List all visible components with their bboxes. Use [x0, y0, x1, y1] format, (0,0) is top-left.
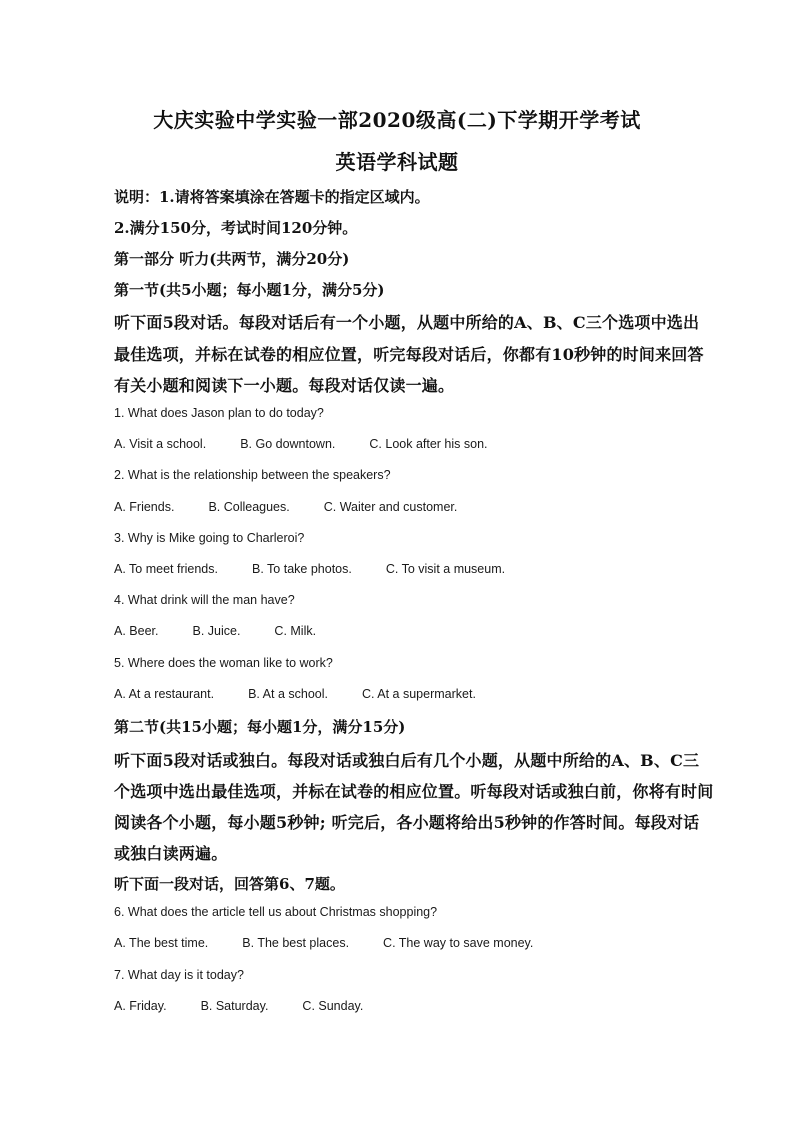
- section1-instruction-line: 有关小题和阅读下一小题。每段对话仅读一遍。: [114, 376, 455, 395]
- option-c: C. Sunday.: [302, 999, 364, 1013]
- option-b: B. Saturday.: [200, 999, 269, 1013]
- question-options: [114, 687, 704, 701]
- dialogue-group-label: 听下面一段对话，回答第6、7题。: [114, 875, 345, 893]
- question-stem: 4. What drink will the man have?: [114, 593, 295, 607]
- section1-instruction-line: 最佳选项，并标在试卷的相应位置，听完每段对话后，你都有10秒钟的时间来回答: [114, 345, 704, 364]
- part1-heading: 第一部分 听力(共两节，满分20分): [114, 250, 350, 268]
- option-c: C. The way to save money.: [383, 936, 534, 950]
- option-b: B. Colleagues.: [208, 500, 290, 514]
- question-options: [114, 624, 704, 638]
- question-stem: 2. What is the relationship between the speakers?: [114, 468, 391, 482]
- section1-heading: 第一节(共5小题；每小题1分，满分5分): [114, 281, 385, 299]
- question-stem: 7. What day is it today?: [114, 968, 244, 982]
- question-stem: 1. What does Jason plan to do today?: [114, 406, 324, 420]
- question-stem: 3. Why is Mike going to Charleroi?: [114, 531, 305, 545]
- option-a: A. Friends.: [114, 500, 175, 514]
- section2-instruction-line: 个选项中选出最佳选项，并标在试卷的相应位置。听每段对话或独白前，你将有时间: [114, 782, 714, 801]
- option-b: B. To take photos.: [252, 562, 352, 576]
- question-options: [114, 562, 704, 576]
- subject-title: 英语学科试题: [335, 150, 459, 174]
- option-c: C. Milk.: [274, 624, 317, 638]
- option-a: A. Beer.: [114, 624, 159, 638]
- option-a: A. Visit a school.: [114, 437, 207, 451]
- option-b: B. At a school.: [248, 687, 328, 701]
- question-stem: 5. Where does the woman like to work?: [114, 656, 333, 670]
- option-b: B. Juice.: [192, 624, 241, 638]
- option-c: C. To visit a museum.: [385, 562, 506, 576]
- option-b: B. Go downtown.: [240, 437, 336, 451]
- option-a: A. At a restaurant.: [114, 687, 215, 701]
- section1-instruction-line: 听下面5段对话。每段对话后有一个小题，从题中所给的A、B、C三个选项中选出: [114, 313, 700, 332]
- option-a: A. To meet friends.: [114, 562, 218, 576]
- note-2: 2.满分150分，考试时间120分钟。: [114, 219, 358, 237]
- option-c: C. Look after his son.: [369, 437, 488, 451]
- note-1: 说明：1.请将答案填涂在答题卡的指定区域内。: [114, 188, 430, 206]
- section2-heading: 第二节(共15小题；每小题1分，满分15分): [114, 718, 406, 736]
- option-b: B. The best places.: [242, 936, 350, 950]
- option-a: A. The best time.: [114, 936, 209, 950]
- section2-instruction-line: 听下面5段对话或独白。每段对话或独白后有几个小题，从题中所给的A、B、C三: [114, 751, 700, 770]
- option-a: A. Friday.: [114, 999, 167, 1013]
- question-options: [114, 999, 704, 1013]
- question-stem: 6. What does the article tell us about Christmas shopping?: [114, 905, 438, 919]
- option-c: C. At a supermarket.: [361, 687, 476, 701]
- option-c: C. Waiter and customer.: [323, 500, 458, 514]
- question-options: [114, 936, 704, 950]
- question-options: [114, 500, 704, 514]
- section2-instruction-line: 阅读各个小题，每小题5秒钟; 听完后，各小题将给出5秒钟的作答时间。每段对话: [114, 813, 700, 832]
- section2-instruction-line: 或独白读两遍。: [114, 844, 228, 863]
- exam-title: 大庆实验中学实验一部2020级高(二)下学期开学考试: [153, 108, 641, 132]
- question-options: [114, 437, 704, 451]
